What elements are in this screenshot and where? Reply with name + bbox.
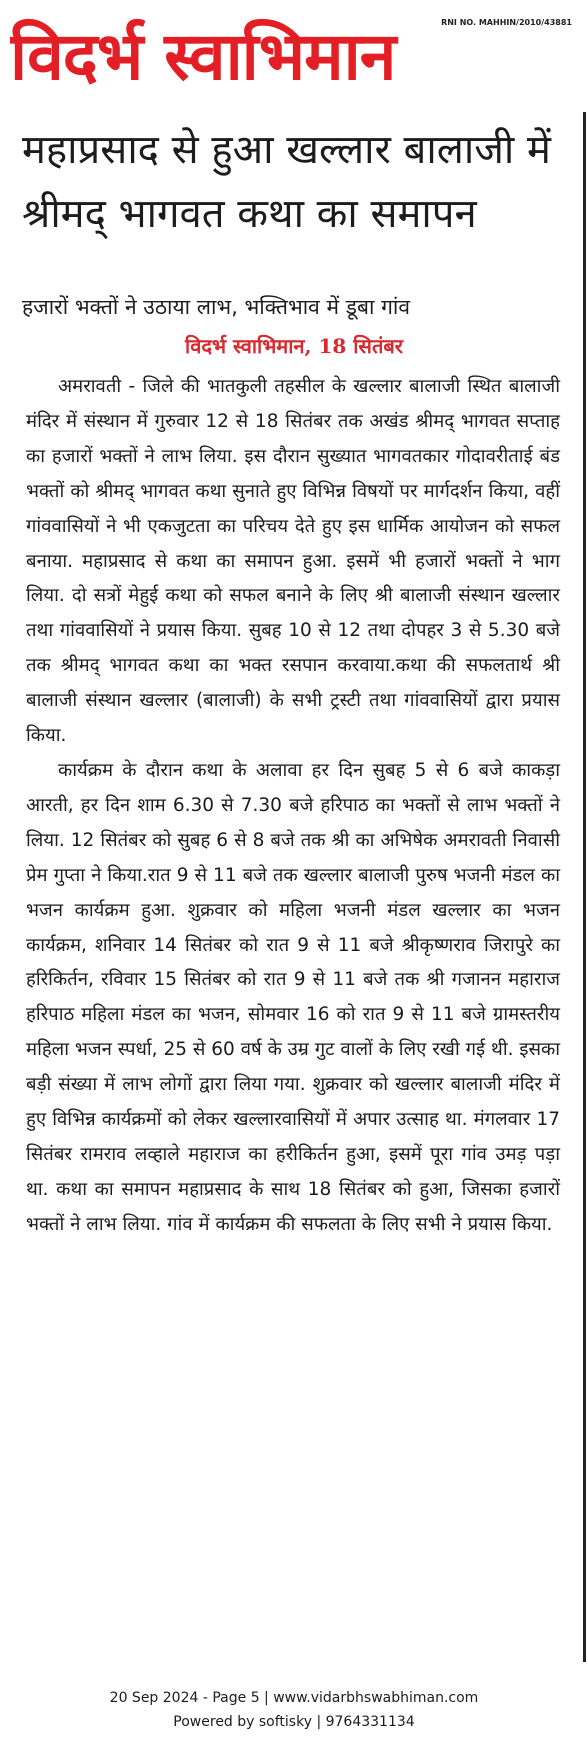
- footer-page-info: 20 Sep 2024 - Page 5 | www.vidarbhswabhiman.com: [109, 1690, 479, 1706]
- article-paragraph: कार्यक्रम के दौरान कथा के अलावा हर दिन सुबह 5 से 6 बजे काकड़ा आरती, हर दिन शाम 6.30 से 7.30 बजे हरिपाठ का भक्तों से लाभ भक्तों ने लिया. 12 सितंबर को सुबह 6 से 8 बजे तक श्री का अभिषेक अमरावती निवासी प्रेम गुप्ता ने किया.रात 9 से 11 बजे तक खल्लार बालाजी पुरुष भजनी मंडल का भजन कार्यक्रम हुआ. शुक्रवार को महिला भजनी मंडल खल्लार का भजन कार्यक्रम, शनिवार 14 सितंबर को रात 9 से 11 बजे श्रीकृष्णराव जिरापुरे का हरिकिर्तन, रविवार 15 सितंबर को रात 9 से 11 बजे तक श्री गजानन महाराज हरिपाठ महिला मंडल का भजन, सोमवार 16 को रात 9 से 11 बजे ग्रामस्तरीय महिला भजन स्पर्धा, 25 से 60 वर्ष के उम्र गुट वालों के लिए रखी गई थी. इसका बड़ी संख्या में लाभ लोगों द्वारा लिया गया. शुक्रवार को खल्लार बालाजी मंदिर में हुए विभिन्न कार्यक्रमों को लेकर खल्लारवासियों में अपार उत्साह था. मंगलवार 17 सितंबर रामराव लव्हाले महाराज का हरीकिर्तन हुआ, इसमें पूरा गांव उमड़ पड़ा था. कथा का समापन महाप्रसाद के साथ 18 सितंबर को हुआ, जिसका हजारों भक्तों ने लाभ लिया. गांव में कार्यक्रम की सफलता के लिए सभी ने प्रयास किया.: [26, 759, 560, 1235]
- article-headline: महाप्रसाद से हुआ खल्लार बालाजी में श्रीमद् भागवत कथा का समापन: [22, 127, 551, 237]
- rni-number: RNI NO. MAHHIN/2010/43881: [441, 18, 572, 27]
- footer-powered-by: Powered by softisky | 9764331134: [173, 1714, 415, 1730]
- article-body: [26, 370, 560, 1243]
- article-dateline: विदर्भ स्वाभिमान, 18 सितंबर: [185, 334, 403, 358]
- article-subheadline: हजारों भक्तों ने उठाया लाभ, भक्तिभाव में डूबा गांव: [22, 295, 411, 319]
- page-footer: [0, 1686, 588, 1734]
- article-paragraph: अमरावती - जिले की भातकुली तहसील के खल्लार बालाजी स्थित बालाजी मंदिर में संस्थान में गुरुवार 12 से 18 सितंबर तक अखंड श्रीमद् भागवत सप्ताह का हजारों भक्तों ने लाभ लिया. इस दौरान सुख्यात भागवतकार गोदावरीताई बंड भक्तों को श्रीमद् भागवत कथा सुनाते हुए विभिन्न विषयों पर मार्गदर्शन किया, वहीं गांववासियों ने भी एकजुटता का परिचय देते हुए इस धार्मिक आयोजन को सफल बनाया. महाप्रसाद से कथा का समापन हुआ. इसमें भी हजारों भक्तों ने भाग लिया. दो सत्रों मेहुई कथा को सफल बनाने के लिए श्री बालाजी संस्थान खल्लार तथा गांववासियों ने प्रयास किया. सुबह 10 से 12 तथा दोपहर 3 से 5.30 बजे तक श्रीमद् भागवत कथा का भक्त रसपान करवाया.कथा की सफलतार्थ श्री बालाजी संस्थान खल्लार (बालाजी) के सभी ट्रस्टी तथा गांववासियों द्वारा प्रयास किया.: [26, 376, 560, 747]
- masthead-title: विदर्भ स्वाभिमान: [10, 18, 396, 95]
